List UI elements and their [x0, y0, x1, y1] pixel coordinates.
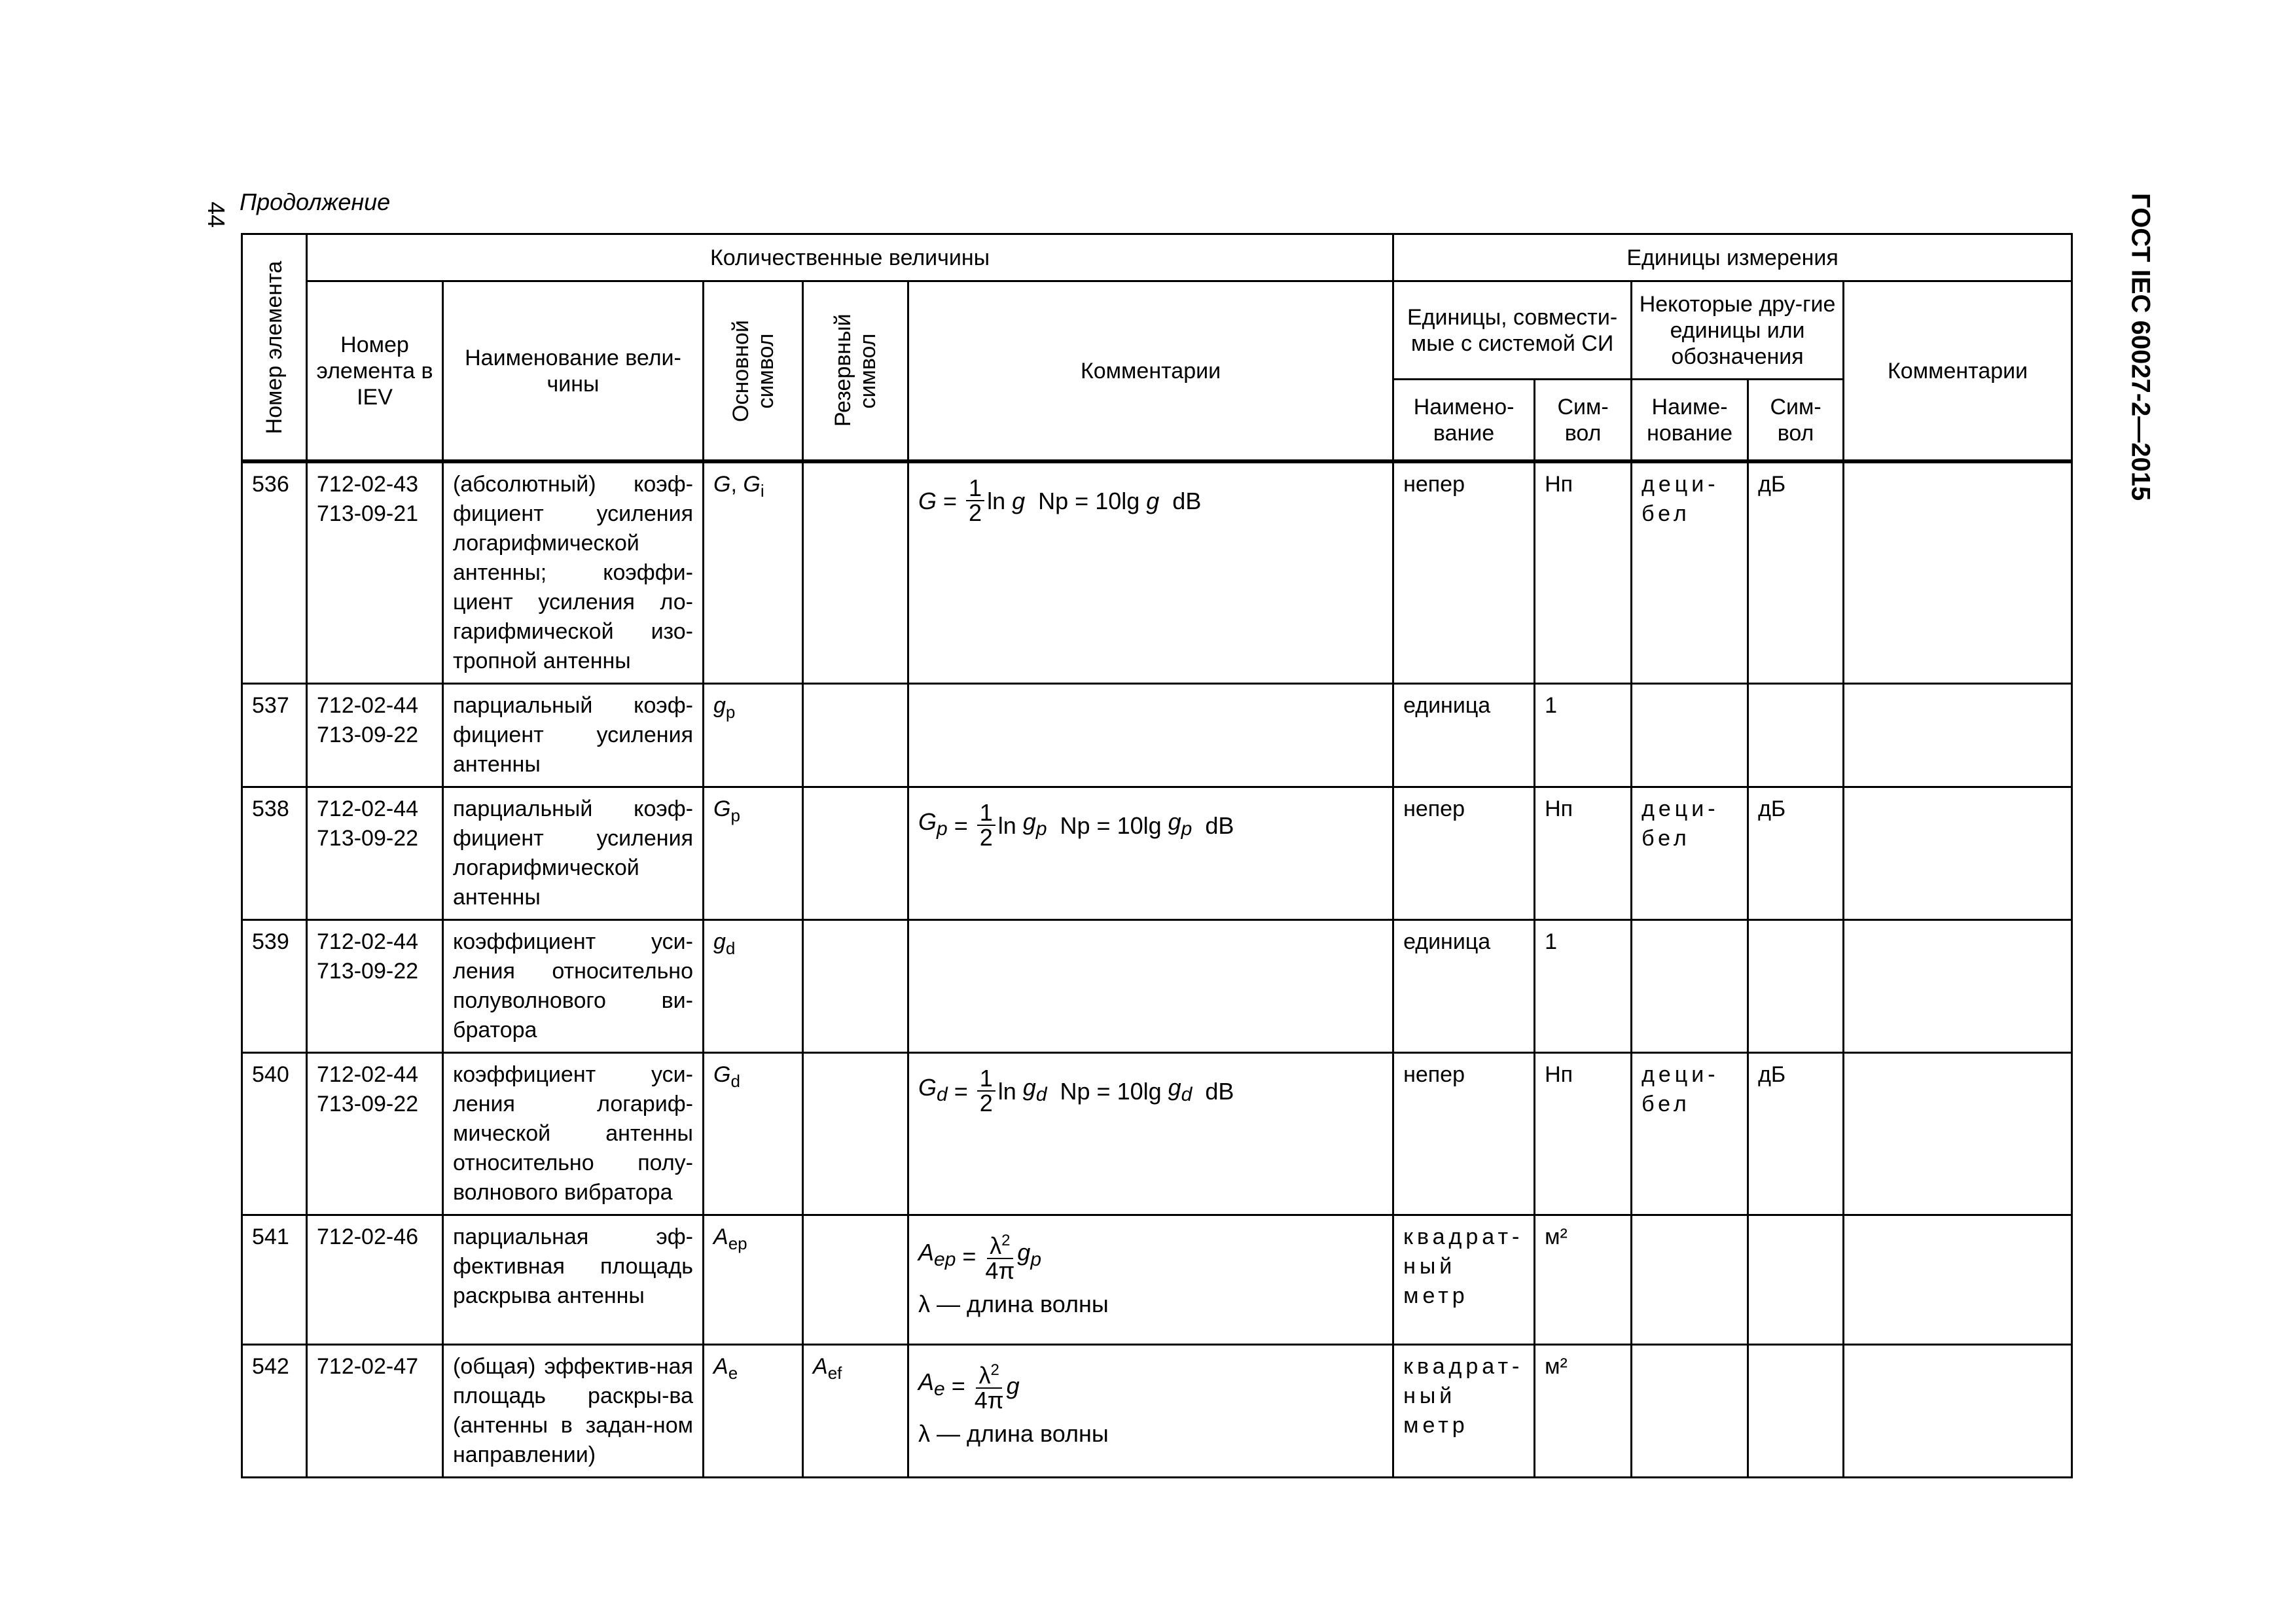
comment-note: λ — длина волны [918, 1291, 1109, 1317]
cell-other-symbol: дБ [1748, 787, 1844, 920]
cell-iev: 712-02-46 [307, 1215, 443, 1345]
header-other-name: Наиме-нование [1632, 380, 1748, 461]
cell-comment [908, 787, 1393, 920]
header-si-symbol: Сим-вол [1535, 380, 1632, 461]
cell-si-symbol: м² [1535, 1345, 1632, 1478]
cell-other-name [1632, 1215, 1748, 1345]
cell-reserve: $A_{ef}$ [803, 1345, 908, 1478]
cell-other-name: деци-бел [1632, 787, 1748, 920]
continuation-label: Продолжение [240, 188, 391, 215]
formula: $G_p$ = $\frac{1}{2}$ ln $g_p$ Np = 10lg $g_p$ dB [918, 799, 1234, 851]
cell-number: 542 [242, 1345, 307, 1478]
cell-si-name: непер [1393, 1053, 1535, 1215]
header-other-units: Некоторые дру-гие единицы или обозначения [1632, 281, 1844, 380]
cell-si-name: непер [1393, 787, 1535, 920]
cell-other-name: деци-бел [1632, 1053, 1748, 1215]
formula: $G_d$ = $\frac{1}{2}$ ln $g_d$ Np = 10lg $g_d$ dB [918, 1065, 1234, 1116]
standard-designation-text: ГОСТ IEC 60027-2—2015 [2126, 193, 2155, 501]
header-unit-comments: Комментарии [1844, 281, 2072, 461]
cell-unit-comment [1844, 684, 2072, 787]
cell-si-name: непер [1393, 463, 1535, 684]
cell-si-symbol: 1 [1535, 684, 1632, 787]
cell-iev: 712-02-44 713-09-22 [307, 1053, 443, 1215]
cell-comment [908, 463, 1393, 684]
cell-comment [908, 1053, 1393, 1215]
comment-note: λ — длина волны [918, 1420, 1109, 1447]
header-other-symbol: Сим-вол [1748, 380, 1844, 461]
cell-iev: 712-02-44 713-09-22 [307, 787, 443, 920]
cell-reserve [803, 787, 908, 920]
cell-iev: 712-02-44 713-09-22 [307, 684, 443, 787]
cell-other-name [1632, 1345, 1748, 1478]
cell-name: (абсолютный) коэф-фициент усиления логарифмической антенны; коэффи-циент усиления ло-гарифмической изо-тропной антенны [443, 463, 704, 684]
cell-name: парциальный коэф-фициент усиления антенны [443, 684, 704, 787]
header-units: Единицы измерения [1393, 234, 2072, 281]
cell-number: 537 [242, 684, 307, 787]
cell-comment [908, 684, 1393, 787]
header-quantities: Количественные величины [307, 234, 1393, 281]
cell-other-symbol [1748, 920, 1844, 1053]
cell-reserve [803, 920, 908, 1053]
cell-si-name: квадрат-ный метр [1393, 1215, 1535, 1345]
table-row [242, 1053, 2072, 1215]
cell-name: парциальный коэф-фициент усиления логарифмической антенны [443, 787, 704, 920]
cell-si-symbol: м² [1535, 1215, 1632, 1345]
cell-symbol: $G_d$ [704, 1053, 803, 1215]
page-number: 44 [203, 201, 230, 228]
cell-name: парциальная эф-фективная площадь раскрыва антенны [443, 1215, 704, 1345]
header-element-number: Номер элемента [242, 234, 307, 461]
cell-si-name: единица [1393, 920, 1535, 1053]
cell-symbol: $G_p$ [704, 787, 803, 920]
cell-reserve [803, 1215, 908, 1345]
cell-other-symbol [1748, 1345, 1844, 1478]
cell-name: коэффициент уси-ления относительно полуволнового ви-братора [443, 920, 704, 1053]
cell-si-symbol: Нп [1535, 787, 1632, 920]
cell-si-name: квадрат-ный метр [1393, 1345, 1535, 1478]
cell-iev: 712-02-43 713-09-21 [307, 463, 443, 684]
cell-unit-comment [1844, 1215, 2072, 1345]
header-quantity-name: Наименование вели-чины [443, 281, 704, 461]
standard-designation [2121, 193, 2160, 520]
header-main-symbol: Основной символ [704, 281, 803, 461]
cell-comment [908, 1345, 1393, 1478]
header-comments: Комментарии [908, 281, 1393, 461]
table-row [242, 1345, 2072, 1478]
cell-other-symbol: дБ [1748, 1053, 1844, 1215]
cell-unit-comment [1844, 463, 2072, 684]
cell-number: 539 [242, 920, 307, 1053]
cell-si-symbol: Нп [1535, 463, 1632, 684]
header-si-units: Единицы, совмести-мые с системой СИ [1393, 281, 1632, 380]
cell-comment [908, 920, 1393, 1053]
header-si-name: Наимено-вание [1393, 380, 1535, 461]
formula: $A_{ep}$ = $\frac{\lambda^2}{4\pi}$ $g_p$ [918, 1229, 1041, 1283]
cell-other-name: деци-бел [1632, 463, 1748, 684]
formula: $A_e$ = $\frac{\lambda^2}{4\pi}$ g [918, 1359, 1020, 1412]
cell-symbol: $g_d$ [704, 920, 803, 1053]
header-reserve-symbol: Резервный символ [803, 281, 908, 461]
cell-name: коэффициент уси-ления логариф-мической антенны относительно полу-волнового вибратора [443, 1053, 704, 1215]
cell-reserve [803, 684, 908, 787]
table-row [242, 463, 2072, 684]
formula: G = $\frac{1}{2}$ ln g Np = 10lg g dB [918, 474, 1202, 526]
cell-unit-comment [1844, 1345, 2072, 1478]
cell-comment [908, 1215, 1393, 1345]
cell-unit-comment [1844, 787, 2072, 920]
cell-number: 536 [242, 463, 307, 684]
header-iev-number: Номер элемента в IEV [307, 281, 443, 461]
cell-iev: 712-02-44 713-09-22 [307, 920, 443, 1053]
cell-name: (общая) эффектив-ная площадь раскры-ва (антенны в задан-ном направлении) [443, 1345, 704, 1478]
cell-number: 540 [242, 1053, 307, 1215]
table-row [242, 684, 2072, 787]
cell-reserve [803, 463, 908, 684]
table-row [242, 920, 2072, 1053]
cell-symbol: G, $G_i$ [704, 463, 803, 684]
table-row [242, 787, 2072, 920]
cell-si-name: единица [1393, 684, 1535, 787]
cell-reserve [803, 1053, 908, 1215]
cell-iev: 712-02-47 [307, 1345, 443, 1478]
cell-unit-comment [1844, 920, 2072, 1053]
cell-symbol: $A_e$ [704, 1345, 803, 1478]
cell-other-symbol: дБ [1748, 463, 1844, 684]
cell-number: 538 [242, 787, 307, 920]
quantities-table [241, 233, 2073, 1478]
cell-number: 541 [242, 1215, 307, 1345]
cell-si-symbol: Нп [1535, 1053, 1632, 1215]
cell-unit-comment [1844, 1053, 2072, 1215]
cell-si-symbol: 1 [1535, 920, 1632, 1053]
cell-symbol: $A_{ep}$ [704, 1215, 803, 1345]
cell-other-symbol [1748, 684, 1844, 787]
cell-other-name [1632, 920, 1748, 1053]
table-row [242, 1215, 2072, 1345]
cell-symbol: $g_p$ [704, 684, 803, 787]
cell-other-symbol [1748, 1215, 1844, 1345]
cell-other-name [1632, 684, 1748, 787]
